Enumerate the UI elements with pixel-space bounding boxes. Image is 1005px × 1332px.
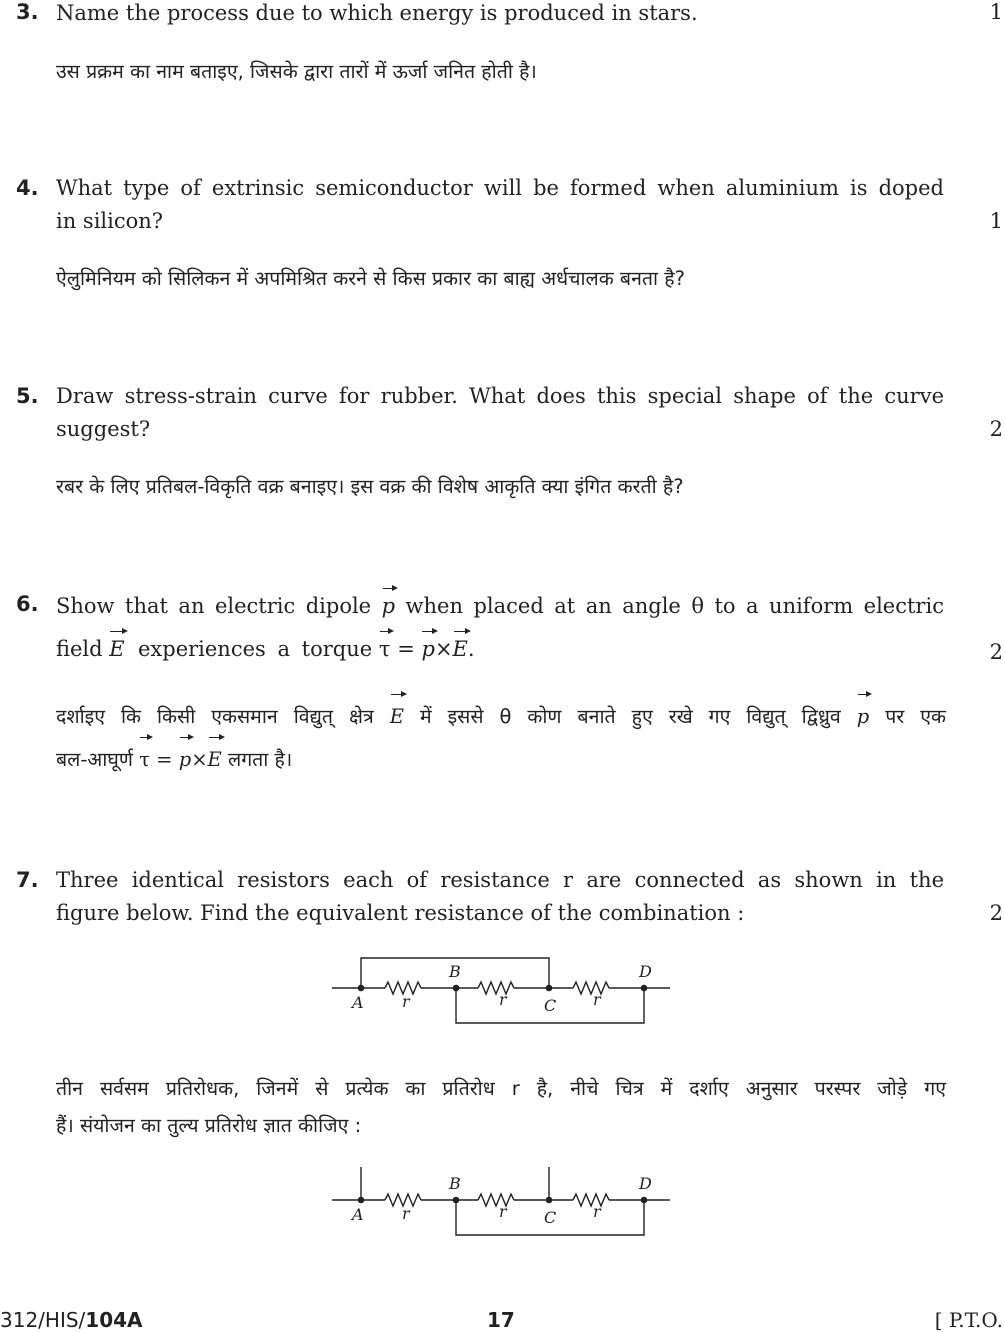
equals-symbol: = <box>156 748 173 771</box>
paper-code <box>0 1308 143 1332</box>
question-text-english-line-2 <box>56 631 944 666</box>
text-segment: when placed at an angle θ to a uniform electric <box>405 594 944 618</box>
resistor-label: r <box>593 1202 601 1221</box>
vector-p-symbol: p <box>857 694 869 738</box>
node-label-D: D <box>639 1174 652 1193</box>
text-segment: Show that an electric dipole <box>56 594 372 618</box>
cross-symbol: × <box>434 637 453 661</box>
node-dot-A <box>358 985 365 992</box>
text-segment: बल-आघूर्ण <box>56 748 133 771</box>
question-text-english-line-2: in silicon? <box>56 209 164 233</box>
resistor-2 <box>478 982 514 994</box>
question-number: 4. <box>16 176 39 200</box>
resistor-label: r <box>402 1204 410 1223</box>
resistor-label: r <box>402 992 410 1011</box>
question-text-hindi: उस प्रक्रम का नाम बताइए, जिसके द्वारा तारों में ऊर्जा जनित होती है। <box>56 60 537 83</box>
question-text-hindi: रबर के लिए प्रतिबल-विकृति वक्र बनाइए। इस वक्र की विशेष आकृति क्या इंगित करती है? <box>56 475 684 498</box>
node-label-A: A <box>352 993 364 1012</box>
node-label-A: A <box>352 1205 364 1224</box>
text-segment: दर्शाइए कि किसी एकसमान विद्युत् क्षेत्र <box>56 705 374 728</box>
question-text-hindi-line-2: हैं। संयोजन का तुल्य प्रतिरोध ज्ञात कीजिए : <box>56 1114 362 1137</box>
vector-p-symbol: p <box>179 737 191 781</box>
vector-tau-symbol: τ <box>379 631 391 666</box>
vector-E-symbol: E <box>453 631 468 666</box>
resistor-3 <box>573 982 609 994</box>
circuit-drawing <box>332 1167 670 1235</box>
resistor-label: r <box>499 1202 507 1221</box>
node-label-C: C <box>544 996 557 1015</box>
node-label-C: C <box>544 1208 557 1227</box>
resistor-circuit-diagram-hindi <box>330 1167 675 1247</box>
equals-symbol: = <box>397 637 415 661</box>
paper-code-prefix: 312/HIS/ <box>0 1308 86 1332</box>
period-symbol: . <box>467 637 475 661</box>
node-dot-A <box>358 1197 365 1204</box>
vector-p-symbol: p <box>382 588 395 623</box>
text-segment: पर एक <box>885 705 946 728</box>
vector-E-symbol: E <box>208 737 222 781</box>
question-text-english-line-2: suggest? <box>56 417 151 441</box>
question-marks: 2 <box>989 417 1003 441</box>
cross-symbol: × <box>191 748 208 771</box>
paper-code-bold: 104A <box>85 1308 143 1332</box>
question-number: 7. <box>16 868 39 892</box>
question-text-hindi-line-2 <box>56 737 946 781</box>
text-segment: field <box>56 637 103 661</box>
question-text-english-line-2: figure below. Find the equivalent resistance of the combination : <box>56 901 745 925</box>
question-number: 5. <box>16 384 39 408</box>
question-marks: 2 <box>989 640 1003 664</box>
question-text-english-line-1: Draw stress-strain curve for rubber. What does this special shape of the curve <box>56 384 944 408</box>
question-text-hindi-line-1: तीन सर्वसम प्रतिरोधक, जिनमें से प्रत्येक का प्रतिरोध r है, नीचे चित्र में दर्शाए अनुसार परस्पर जोड़े गए <box>56 1077 946 1100</box>
question-text-english-line-1 <box>56 588 944 623</box>
node-label-D: D <box>639 962 652 981</box>
question-number: 3. <box>16 0 39 24</box>
node-label-B: B <box>449 1174 461 1193</box>
resistor-label: r <box>499 990 507 1009</box>
page-number: 17 <box>487 1308 515 1332</box>
question-marks: 1 <box>989 0 1003 24</box>
question-text-english: Name the process due to which energy is produced in stars. <box>56 1 698 25</box>
node-dot-C <box>546 985 553 992</box>
question-number: 6. <box>16 592 39 616</box>
node-dot-D <box>641 985 648 992</box>
resistor-label: r <box>593 990 601 1009</box>
resistor-2 <box>478 1194 514 1206</box>
question-marks: 1 <box>989 209 1003 233</box>
pto-marker: [ P.T.O. <box>934 1308 1003 1332</box>
text-segment: experiences a torque <box>137 637 373 661</box>
text-segment: में इससे θ कोण बनाते हुए रखे गए विद्युत् द्विध्रुव <box>419 705 841 728</box>
vector-p-symbol: p <box>421 631 434 666</box>
vector-tau-symbol: τ <box>139 737 150 781</box>
vector-E-symbol: E <box>390 694 404 738</box>
question-text-hindi: ऐलुमिनियम को सिलिकन में अपमिश्रित करने से किस प्रकार का बाह्य अर्धचालक बनता है? <box>56 267 685 290</box>
node-dot-D <box>641 1197 648 1204</box>
vector-E-symbol: E <box>109 631 124 666</box>
page-footer <box>0 1308 1005 1332</box>
question-text-english-line-1: Three identical resistors each of resistance r are connected as shown in the <box>56 868 944 892</box>
node-dot-B <box>453 985 460 992</box>
node-dot-C <box>546 1197 553 1204</box>
node-dot-B <box>453 1197 460 1204</box>
node-label-B: B <box>449 962 461 981</box>
text-segment: लगता है। <box>227 748 293 771</box>
question-text-hindi-line-1 <box>56 694 946 738</box>
question-text-english-line-1: What type of extrinsic semiconductor will be formed when aluminium is doped <box>56 176 944 200</box>
resistor-circuit-diagram <box>330 955 675 1035</box>
question-marks: 2 <box>989 901 1003 925</box>
resistor-3 <box>573 1194 609 1206</box>
